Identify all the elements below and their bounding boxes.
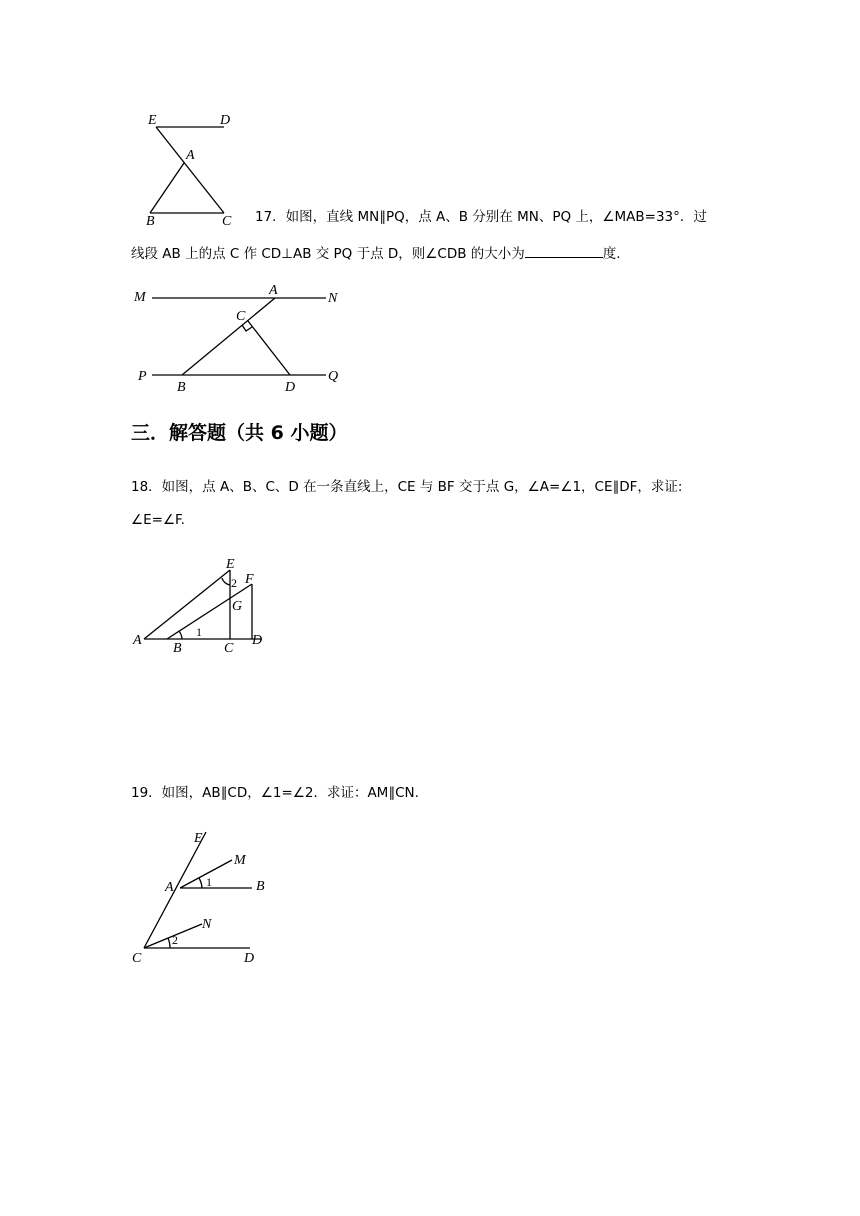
segment-ab bbox=[150, 163, 184, 213]
label-d: D bbox=[244, 951, 255, 966]
figure-q19 bbox=[130, 826, 280, 966]
segment-ec bbox=[156, 127, 224, 213]
figure-q18 bbox=[130, 552, 280, 657]
label-angle-1: 1 bbox=[196, 625, 202, 639]
q17-line2-tail: 度. bbox=[602, 246, 621, 262]
angle-2-arc bbox=[222, 578, 230, 585]
angle-1-arc bbox=[179, 631, 182, 639]
label-m: M bbox=[234, 853, 246, 868]
q17-line2 bbox=[131, 243, 621, 263]
label-p: P bbox=[138, 369, 147, 384]
label-a: A bbox=[165, 880, 174, 895]
label-d: D bbox=[252, 633, 263, 648]
section-heading: 三．解答题（共 6 小题） bbox=[131, 422, 348, 444]
answer-blank bbox=[525, 243, 603, 258]
segment-ab bbox=[182, 298, 275, 375]
label-a: A bbox=[133, 633, 142, 648]
label-n: N bbox=[328, 291, 338, 306]
label-f: F bbox=[245, 572, 254, 587]
label-angle-2: 2 bbox=[172, 933, 178, 947]
angle-2-arc bbox=[168, 938, 170, 948]
label-c: C bbox=[224, 641, 234, 656]
angle-1-arc bbox=[199, 878, 202, 888]
label-m: M bbox=[134, 290, 146, 305]
label-e: E bbox=[194, 831, 203, 846]
line-ce bbox=[144, 832, 206, 948]
label-a: A bbox=[269, 283, 278, 298]
label-d: D bbox=[220, 113, 231, 128]
label-a: A bbox=[186, 148, 195, 163]
label-c: C bbox=[222, 214, 232, 229]
label-e: E bbox=[148, 113, 157, 128]
segment-ae bbox=[144, 570, 230, 639]
figure-previous-question bbox=[130, 105, 250, 230]
q18-line1: 18．如图，点 A、B、C、D 在一条直线上，CE 与 BF 交于点 G，∠A=∠1，CE∥DF，求证: bbox=[131, 479, 683, 495]
label-c: C bbox=[236, 309, 246, 324]
label-c: C bbox=[132, 951, 142, 966]
q17-line1: 17．如图，直线 MN∥PQ，点 A、B 分别在 MN、PQ 上，∠MAB=33°．过 bbox=[255, 209, 707, 225]
q17-line2-text: 线段 AB 上的点 C 作 CD⊥AB 交 PQ 于点 D，则∠CDB 的大小为 bbox=[131, 246, 525, 262]
label-n: N bbox=[202, 917, 212, 932]
label-b: B bbox=[177, 380, 186, 395]
q18-line2: ∠E=∠F. bbox=[131, 512, 185, 528]
label-e: E bbox=[226, 557, 235, 572]
label-b: B bbox=[256, 879, 265, 894]
label-angle-1: 1 bbox=[206, 875, 212, 889]
label-d: D bbox=[285, 380, 296, 395]
label-g: G bbox=[232, 599, 243, 614]
figure-q17 bbox=[130, 280, 360, 395]
label-b: B bbox=[173, 641, 182, 656]
q19-line1: 19．如图，AB∥CD，∠1=∠2．求证：AM∥CN. bbox=[131, 785, 419, 801]
label-angle-2: 2 bbox=[231, 576, 237, 590]
segment-cd bbox=[248, 321, 290, 375]
label-b: B bbox=[146, 214, 155, 229]
right-angle-mark bbox=[242, 325, 252, 331]
label-q: Q bbox=[328, 369, 339, 384]
